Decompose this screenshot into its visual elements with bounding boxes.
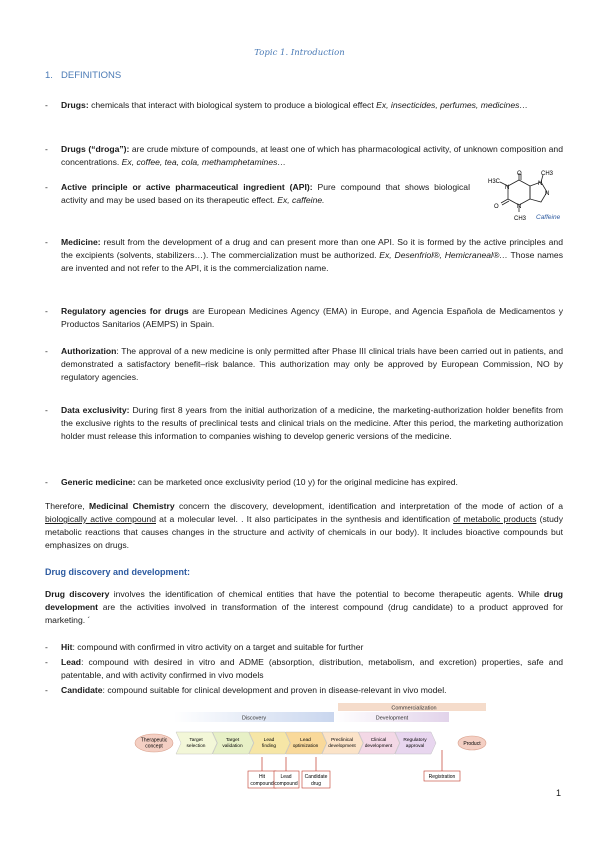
term: Authorization [61,346,117,356]
svg-text:Hit: Hit [258,774,266,780]
pipeline-step-arrow [249,732,290,754]
def-exclusivity: - Data exclusivity: During first 8 years from the initial authorization of a medicine, the marketing-authorization holder benefits from the exclusive rights to the results of preclinical tests and clinical trials on the medicine. After this period, the marketing authorization holder must release this information to companies wishing to develop generic versions of the medicine. [45,405,563,441]
stage-candidate: - Candidate: compound suitable for clinical development and proven in disease-relevant in vivo model. [45,685,447,695]
methyl-label: CH3 [514,216,527,222]
caffeine-label: Caffeine [536,214,561,221]
nitrogen-label: N [538,181,543,187]
nitrogen-label: N [505,185,510,191]
pipeline-step-label: optimization [292,744,319,749]
section-title: DEFINITIONS [61,70,122,81]
pipeline-step-label: Target [189,738,203,743]
pipeline-step-arrow [176,732,217,754]
svg-text:drug: drug [310,781,322,787]
def-text: : The approval of a new medicine is only permitted after Phase III clinical trials have been carried out in patients, and demonstrated a satisfactory benefit–risk balance. This authorization may only be approved by European Commission, NO by regulatory agencies. [61,346,563,382]
term: Candidate [61,685,103,695]
example-text: Ex, Desenfriol®, Hemicraneal®… [379,250,508,260]
subsection-heading: Drug discovery and development: [45,567,191,577]
svg-text:compound: compound [250,781,274,787]
pipeline-step-arrow [322,732,363,754]
topic-header: Topic 1. Introduction [254,48,345,58]
underlined-text: of metabolic products [453,514,537,524]
term: Drugs (“droga”): [61,144,130,154]
concept-label: concept [145,743,163,750]
def-text: : compound with confirmed in vitro activity on a target and suitable for further [72,642,364,652]
product-label: Product [463,741,481,747]
svg-text:compound: compound [274,781,298,787]
pipeline-step-label: Lead [300,738,311,743]
example-text: Ex, coffee, tea, cola, methamphetamines… [121,157,286,167]
pipeline-step-label: Regulatory [403,738,427,743]
term: Drug discovery [45,589,110,599]
nitrogen-label: N [545,191,550,197]
commercialization-label: Commercialization [391,705,437,712]
section-heading [45,70,121,81]
def-text: Those names are invented and not refer to the API, it is the commercialization name. [61,250,563,273]
methyl-label: CH3 [541,171,554,177]
pipeline-step-label: Preclinical [331,738,353,743]
term: Medicinal Chemistry [89,501,175,511]
def-agencies: - Regulatory agencies for drugs are European Medicines Agency (EMA) in Europe, and Agencia Española de Medicamentos y Productos Sanitarios (AEMPS) in Spain. [45,306,563,329]
pipeline-step-label: finding [261,744,277,749]
discovery-paragraph: Drug discovery involves the identification of chemical entities that have the potential to become therapeutic agents. While drug development are the activities involved in transformation of the interest compound (drug candidate) to a product approved for marketing. ´ [45,589,563,625]
nitrogen-label: N [517,204,522,210]
underlined-text: biologically active compound [45,514,156,524]
discovery-label: Discovery [241,715,267,722]
pipeline-step-arrow [395,732,436,754]
def-text: chemicals that interact with biological system to produce a biological effect [88,100,377,110]
pipeline-step-arrow [359,732,400,754]
oxygen-label: O [494,204,499,210]
term: Lead [61,657,82,667]
term: Active principle or active pharmaceutical ingredient (API): [61,182,313,192]
example-text: Ex, caffeine. [277,195,325,205]
example-text: Ex, insecticides, perfumes, medicines… [376,100,528,110]
oxygen-label: O [517,171,522,177]
stage-hit: - Hit: compound with confirmed in vitro activity on a target and suitable for further [45,642,364,652]
pipeline-step-label: validation [222,744,243,749]
pipeline-step-label: development [364,744,393,749]
pipeline-step-label: approval [405,744,425,749]
term: Hit [61,642,73,652]
def-medicine: - Medicine: result from the development of a drug and can present more than one API. So it is formed by the active principles and the excipients (solvents, stabilizers…). The commercialization must be authorized. Ex, Desenfriol®, Hemicraneal®… Those names are invented and not refer to the API, it is the commercialization name. [45,237,563,273]
concept-label: Therapeutic [140,737,168,744]
term: Drugs: [61,100,89,110]
caffeine-structure-image [478,170,568,228]
def-droga: - Drugs (“droga”): are crude mixture of compounds, at least one of which has pharmacological activity, of unknown composition and concentrations. Ex, coffee, tea, cola, methamphetamines… [45,144,563,167]
pipeline-step-label: Clinical [370,738,387,743]
svg-text:Candidate: Candidate [304,774,328,780]
def-text: can be marketed once exclusivity period (10 y) for the original medicine has expired. [135,477,458,487]
pipeline-step-label: selection [186,744,206,749]
term: Generic medicine: [61,477,136,487]
pipeline-step-label: development [328,744,356,749]
svg-text:Registration: Registration [428,774,456,780]
section-number: 1. [45,70,53,81]
def-api: - Active principle or active pharmaceutical ingredient (API): Pure compound that shows biological activity and may be used based on its therapeutic effect. Ex, caffeine. [45,182,470,205]
def-text: result from the development of a drug and can present more than one API. So it is formed by the active principles and the excipients (solvents, stabilizers…). The commercialization must be authorized. [61,237,563,260]
pipeline-step-arrow [286,732,327,754]
stage-lead: - Lead: compound with desired in vitro and ADME (absorption, distribution, metabolism, and excretion) properties, safe and patentable, and with activity confirmed in vivo models [45,657,563,680]
svg-text:Lead: Lead [280,774,292,780]
def-text: : compound with desired in vitro and ADME (absorption, distribution, metabolism, and excretion) properties, safe and patentable, and with activity confirmed in vivo models [61,657,563,680]
drug-pipeline-diagram [134,702,490,790]
term: Medicine: [61,237,101,247]
term: drug development [45,589,563,612]
page-number: 1 [556,788,562,798]
pipeline-step-arrow [213,732,254,754]
def-text: are European Medicines Agency (EMA) in Europe, and Agencia Española de Medicamentos y Productos Sanitarios (AEMPS) in Spain. [61,306,563,329]
medchem-paragraph: Therefore, Medicinal Chemistry concern the discovery, development, identification and interpretation of the mode of action of a biologically active compound at a molecular level. . It also participates in the synthesis and identification of metabolic products (study metabolic reactions that causes changes in the structure and activity of chemicals in our body). It includes bioactive compounds but emphasizes on drugs. [45,501,563,550]
term: Regulatory agencies for drugs [61,306,189,316]
methyl-label: H3C [488,179,501,185]
pipeline-step-label: Target [225,738,240,743]
def-generic: - Generic medicine: can be marketed once exclusivity period (10 y) for the original medicine has expired. [45,477,458,487]
def-text: Pure compound that shows biological activity and may be used based on its therapeutic effect. [61,182,470,205]
def-drugs: - Drugs: chemicals that interact with biological system to produce a biological effect Ex, insecticides, perfumes, medicines… [45,100,528,110]
development-label: Development [375,715,409,722]
def-text: are crude mixture of compounds, at least one of which has pharmacological activity, of unknown composition and concentrations. [61,144,563,167]
def-authorization: - Authorization: The approval of a new medicine is only permitted after Phase III clinical trials have been carried out in patients, and demonstrated a satisfactory benefit–risk balance. This authorization may only be approved by European Commission, NO by regulatory agencies. [45,346,563,382]
def-text: During first 8 years from the initial authorization of a medicine, the marketing-authorization holder benefits from the exclusive rights to the results of preclinical tests and clinical trials on the medicine. After this period, the marketing authorization holder must release this information to companies wishing to develop generic versions of the medicine. [61,405,563,441]
def-text: : compound suitable for clinical development and proven in disease-relevant in vivo model. [102,685,447,695]
pipeline-step-label: Lead [263,738,275,743]
term: Data exclusivity: [61,405,130,415]
